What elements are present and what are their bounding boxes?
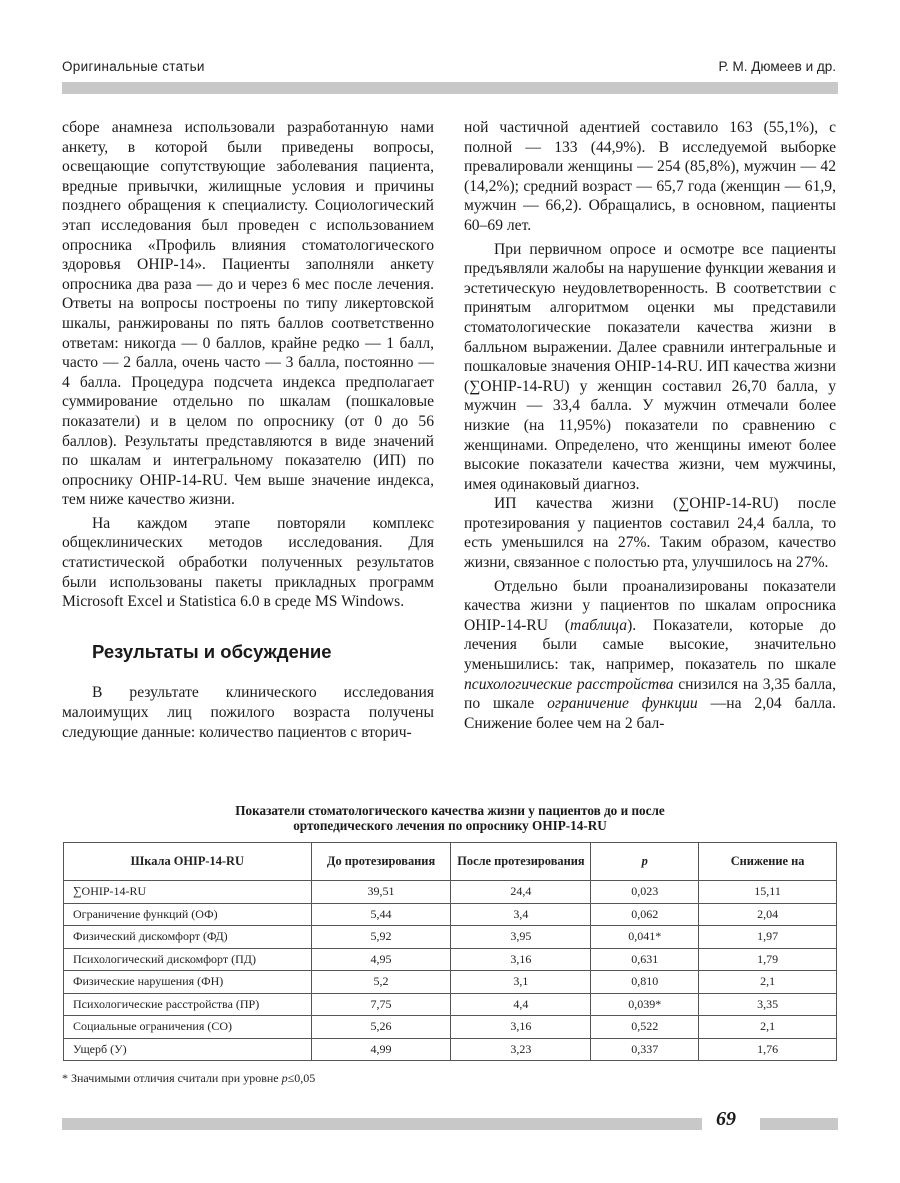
cell-decrease: 15,11: [699, 881, 837, 904]
table-header-row: [64, 843, 837, 881]
text-run: ). Показатели, которые до лечения были самые высокие, значительно уменьшились: так, например, показатель по шкале: [464, 616, 836, 674]
cell-before: 5,92: [311, 926, 451, 949]
text-run: —на 2,04 балла. Снижение более чем на 2 бал-: [464, 695, 836, 732]
cell-scale: Ущерб (У): [64, 1038, 312, 1061]
right-paragraph-3: ИП качества жизни (∑OHIP-14-RU) после протезирования у пациентов составил 24,4 балла, то есть уменьшился на 27%. Таким образом, качество жизни, связанное с полостью рта, улучшилось на 27%.: [464, 495, 836, 572]
cell-after: 4,4: [451, 993, 591, 1016]
cell-after: 3,1: [451, 971, 591, 994]
italic-term-psych-disorders: психологические расстройства: [464, 675, 674, 693]
table-row: [64, 1016, 837, 1039]
table-row: [64, 926, 837, 949]
cell-before: 39,51: [311, 881, 451, 904]
table-row: [64, 993, 837, 1016]
section-heading-results: Результаты и обсуждение: [92, 640, 332, 662]
left-column: [62, 118, 434, 742]
footnote-p-symbol: p: [281, 1071, 288, 1085]
cell-before: 5,44: [311, 903, 451, 926]
page-number: 69: [716, 1108, 736, 1130]
cell-p: 0,810: [591, 971, 699, 994]
cell-before: 7,75: [311, 993, 451, 1016]
table-title: [62, 803, 838, 833]
running-header-authors: Р. М. Дюмеев и др.: [718, 59, 836, 74]
cell-scale: ∑OHIP-14-RU: [64, 881, 312, 904]
cell-p: 0,337: [591, 1038, 699, 1061]
cell-decrease: 3,35: [699, 993, 837, 1016]
cell-scale: Физические нарушения (ФН): [64, 971, 312, 994]
cell-p: 0,062: [591, 903, 699, 926]
header-p: p: [591, 843, 699, 881]
cell-after: 3,23: [451, 1038, 591, 1061]
table-title-line-2: ортопедического лечения по опроснику OHIP-14-RU: [293, 818, 607, 833]
right-paragraph-1: ной частичной адентией составило 163 (55,1%), с полной — 133 (44,9%). В исследуемой выборке превалировали женщины — 254 (85,8%), мужчин — 42 (14,2%); средний возраст — 65,7 года (женщин — 61,9, мужчин — 66,2). Обращались, в основном, пациенты 60–69 лет.: [464, 119, 836, 234]
cell-p: 0,039*: [591, 993, 699, 1016]
cell-decrease: 1,76: [699, 1038, 837, 1061]
cell-scale: Психологические расстройства (ПР): [64, 993, 312, 1016]
cell-p: 0,041*: [591, 926, 699, 949]
table-row: [64, 971, 837, 994]
cell-scale: Психологический дискомфорт (ПД): [64, 948, 312, 971]
table-footnote: [62, 1071, 315, 1086]
text-run: * Значимыми отличия считали при уровне: [62, 1071, 282, 1085]
text-run: Отдельно были проанализированы показатели качества жизни у пациентов по шкалам опросника OHIP-14-RU (: [464, 577, 836, 634]
cell-p: 0,023: [591, 881, 699, 904]
table-title-line-1: Показатели стоматологического качества жизни у пациентов до и после: [235, 803, 665, 818]
cell-after: 3,16: [451, 1016, 591, 1039]
table-row: [64, 1038, 837, 1061]
right-paragraph-4: [464, 577, 836, 734]
cell-scale: Ограничение функций (ОФ): [64, 903, 312, 926]
cell-after: 3,4: [451, 903, 591, 926]
cell-scale: Социальные ограничения (СО): [64, 1016, 312, 1039]
cell-decrease: 2,04: [699, 903, 837, 926]
cell-p: 0,522: [591, 1016, 699, 1039]
cell-decrease: 2,1: [699, 971, 837, 994]
header-decrease: Снижение на: [699, 843, 837, 881]
italic-term-table: таблица: [570, 616, 628, 634]
left-paragraph-1: сборе анамнеза использовали разработанную нами анкету, в которой были приведены вопросы, освещающие сопутствующие заболевания пациента, вредные привычки, жилищные условия и причины позднего обращения к специалисту. Социологический этап исследования был проведен с использованием опросника «Профиль влияния стоматологического здоровья OHIP-14». Пациенты заполняли анкету опросника два раза — до и через 6 мес после лечения. Ответы на вопросы построены по типу ликертовской шкалы, ранжированы по пять баллов соответственно ответам: никогда — 0 баллов, крайне редко — 1 балл, часто — 2 балла, очень часто — 3 балла, постоянно — 4 балла. Процедура подсчета индекса предполагает суммирование отдельно по шкалам (пошкаловые показатели) и в целом по опроснику (от 0 до 56 баллов). Результаты представляются в виде значений по шкалам и интегральному показателю (ИП) по опроснику OHIP-14-RU. Чем выше значение индекса, тем ниже качество жизни.: [62, 119, 434, 509]
table-row: [64, 881, 837, 904]
header-rule: [62, 82, 838, 94]
cell-after: 24,4: [451, 881, 591, 904]
header-after: После протезирования: [451, 843, 591, 881]
text-run: ≤0,05: [287, 1071, 316, 1085]
cell-after: 3,16: [451, 948, 591, 971]
table-row: [64, 948, 837, 971]
left-paragraph-3: В результате клинического исследования малоимущих лиц пожилого возраста получены следующие данные: количество пациентов с вторич-: [62, 684, 434, 741]
cell-decrease: 1,97: [699, 926, 837, 949]
text-run: снизился на 3,35 балла, по шкале: [464, 675, 836, 713]
table-row: [64, 903, 837, 926]
italic-term-function-limit: ограничение функции: [547, 695, 698, 713]
footer-rule: [62, 1118, 702, 1130]
cell-decrease: 2,1: [699, 1016, 837, 1039]
cell-decrease: 1,79: [699, 948, 837, 971]
cell-before: 5,26: [311, 1016, 451, 1039]
cell-p: 0,631: [591, 948, 699, 971]
right-paragraph-2: При первичном опросе и осмотре все пациенты предъявляли жалобы на нарушение функции жевания и эстетическую неудовлетворенность. В соответствии с принятым алгоритмом оценки мы представили стоматологические показатели качества жизни в балльном выражении. Далее сравнили интегральные и пошкаловые значения OHIP-14-RU. ИП качества жизни (∑OHIP-14-RU) у женщин составил 26,70 балла, у мужчин — 33,4 балла. У мужчин отмечали более низкие (на 11,95%) показатели по сравнению с женщинами. Определено, что женщины имеют более высокие показатели качества жизни, чем мужчины, имея одинаковый диагноз.: [464, 240, 836, 493]
cell-before: 5,2: [311, 971, 451, 994]
results-table: [63, 842, 837, 1061]
cell-scale: Физический дискомфорт (ФД): [64, 926, 312, 949]
cell-after: 3,95: [451, 926, 591, 949]
cell-before: 4,95: [311, 948, 451, 971]
running-header-section: Оригинальные статьи: [62, 59, 205, 74]
right-column: [464, 118, 836, 733]
left-paragraph-2: На каждом этапе повторяли комплекс общеклинических методов исследования. Для статистической обработки полученных результатов были использованы пакеты прикладных программ Microsoft Excel и Statistica 6.0 в среде MS Windows.: [62, 514, 434, 611]
footer-rule-end: [760, 1118, 838, 1130]
cell-before: 4,99: [311, 1038, 451, 1061]
header-scale: Шкала OHIP-14-RU: [64, 843, 312, 881]
header-before: До протезирования: [311, 843, 451, 881]
